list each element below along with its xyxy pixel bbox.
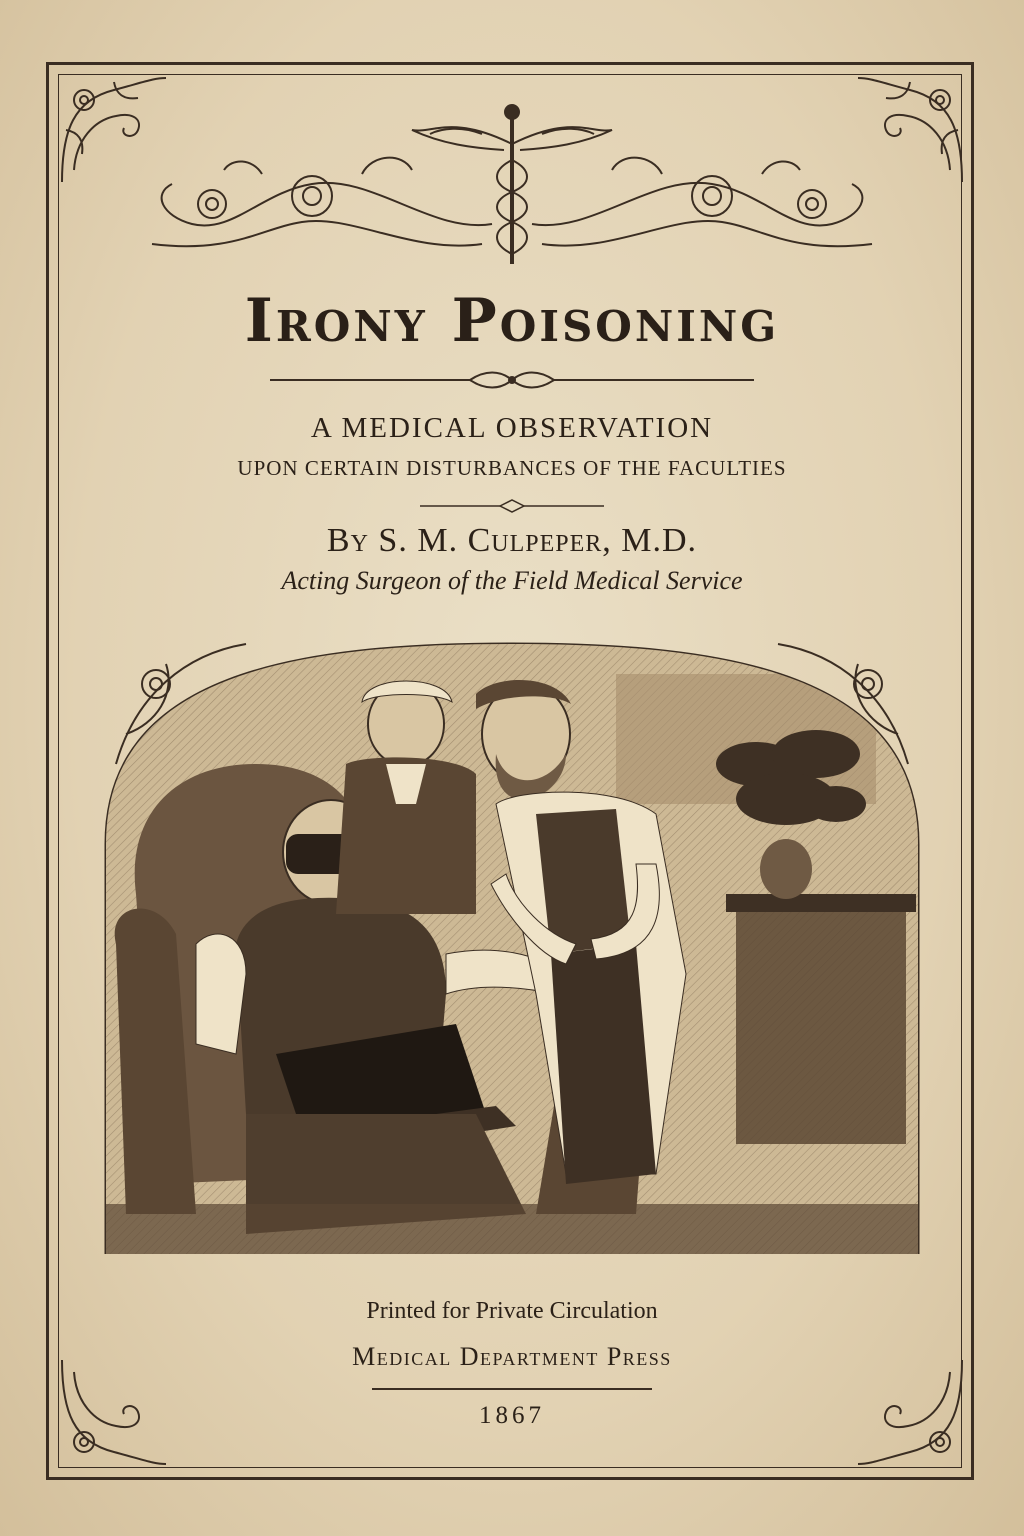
subtitle-line-2: UPON CERTAIN DISTURBANCES OF THE FACULTIES	[237, 456, 787, 480]
small-rule-ornament	[420, 498, 604, 512]
engraving-illustration	[96, 614, 928, 1254]
author-name: By S. M. Culpeper, M.D.	[326, 522, 698, 559]
caduceus-icon	[412, 105, 612, 264]
publication-year: 1867	[479, 1402, 545, 1429]
author-affiliation: Acting Surgeon of the Field Medical Service	[281, 566, 743, 595]
title-rule-ornament	[270, 368, 754, 392]
book-title: Irony Poisoning	[244, 286, 780, 356]
publisher-rule	[372, 1388, 652, 1390]
header-ornament	[112, 104, 912, 272]
printed-note: Printed for Private Circulation	[366, 1298, 658, 1324]
subtitle: A MEDICAL OBSERVATION	[310, 412, 714, 444]
publisher-name: Medical Department Press	[352, 1342, 672, 1371]
